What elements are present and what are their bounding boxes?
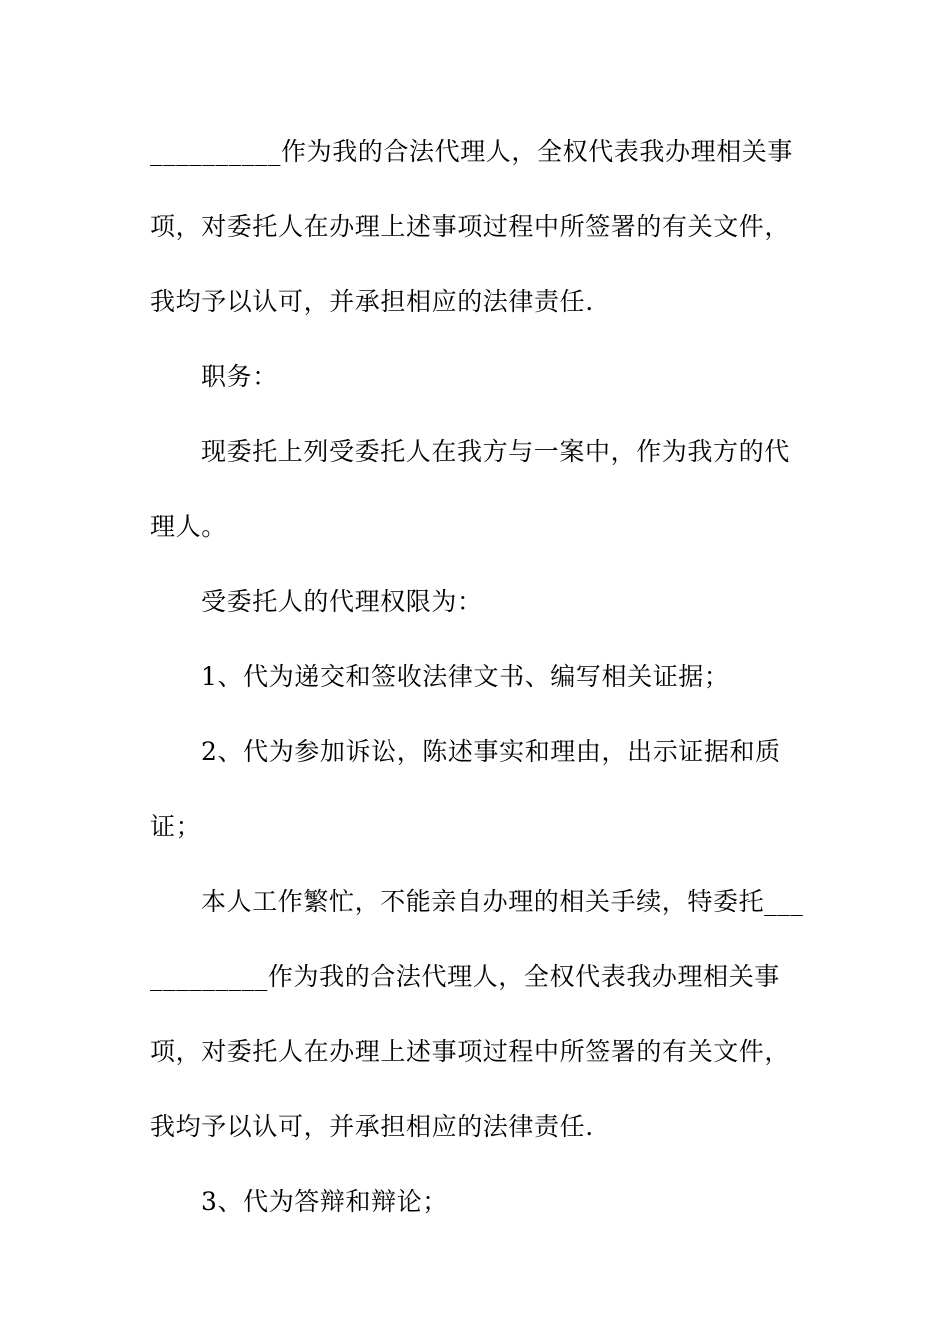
text-line: __________作为我的合法代理人，全权代表我办理相关事 [150,137,794,166]
text-line: _________作为我的合法代理人，全权代表我办理相关事 [150,962,780,991]
text-line: 受委托人的代理权限为： [201,587,483,616]
text-line: 项，对委托人在办理上述事项过程中所签署的有关文件， [150,1037,791,1066]
text-line: 理人。 [150,512,227,541]
text-line: 1、代为递交和签收法律文书、编写相关证据； [201,662,730,691]
text-line: 本人工作繁忙，不能亲自办理的相关手续，特委托___ [201,887,804,916]
text-line: 现委托上列受委托人在我方与一案中，作为我方的代 [201,437,790,466]
text-line: 职务： [201,362,278,391]
text-line: 项，对委托人在办理上述事项过程中所签署的有关文件， [150,212,791,241]
text-line: 我均予以认可，并承担相应的法律责任. [150,287,594,316]
text-line: 我均予以认可，并承担相应的法律责任. [150,1112,594,1141]
text-line: 2、代为参加诉讼，陈述事实和理由，出示证据和质 [201,737,781,766]
text-line: 3、代为答辩和辩论； [201,1187,448,1216]
text-line: 证； [150,812,202,841]
